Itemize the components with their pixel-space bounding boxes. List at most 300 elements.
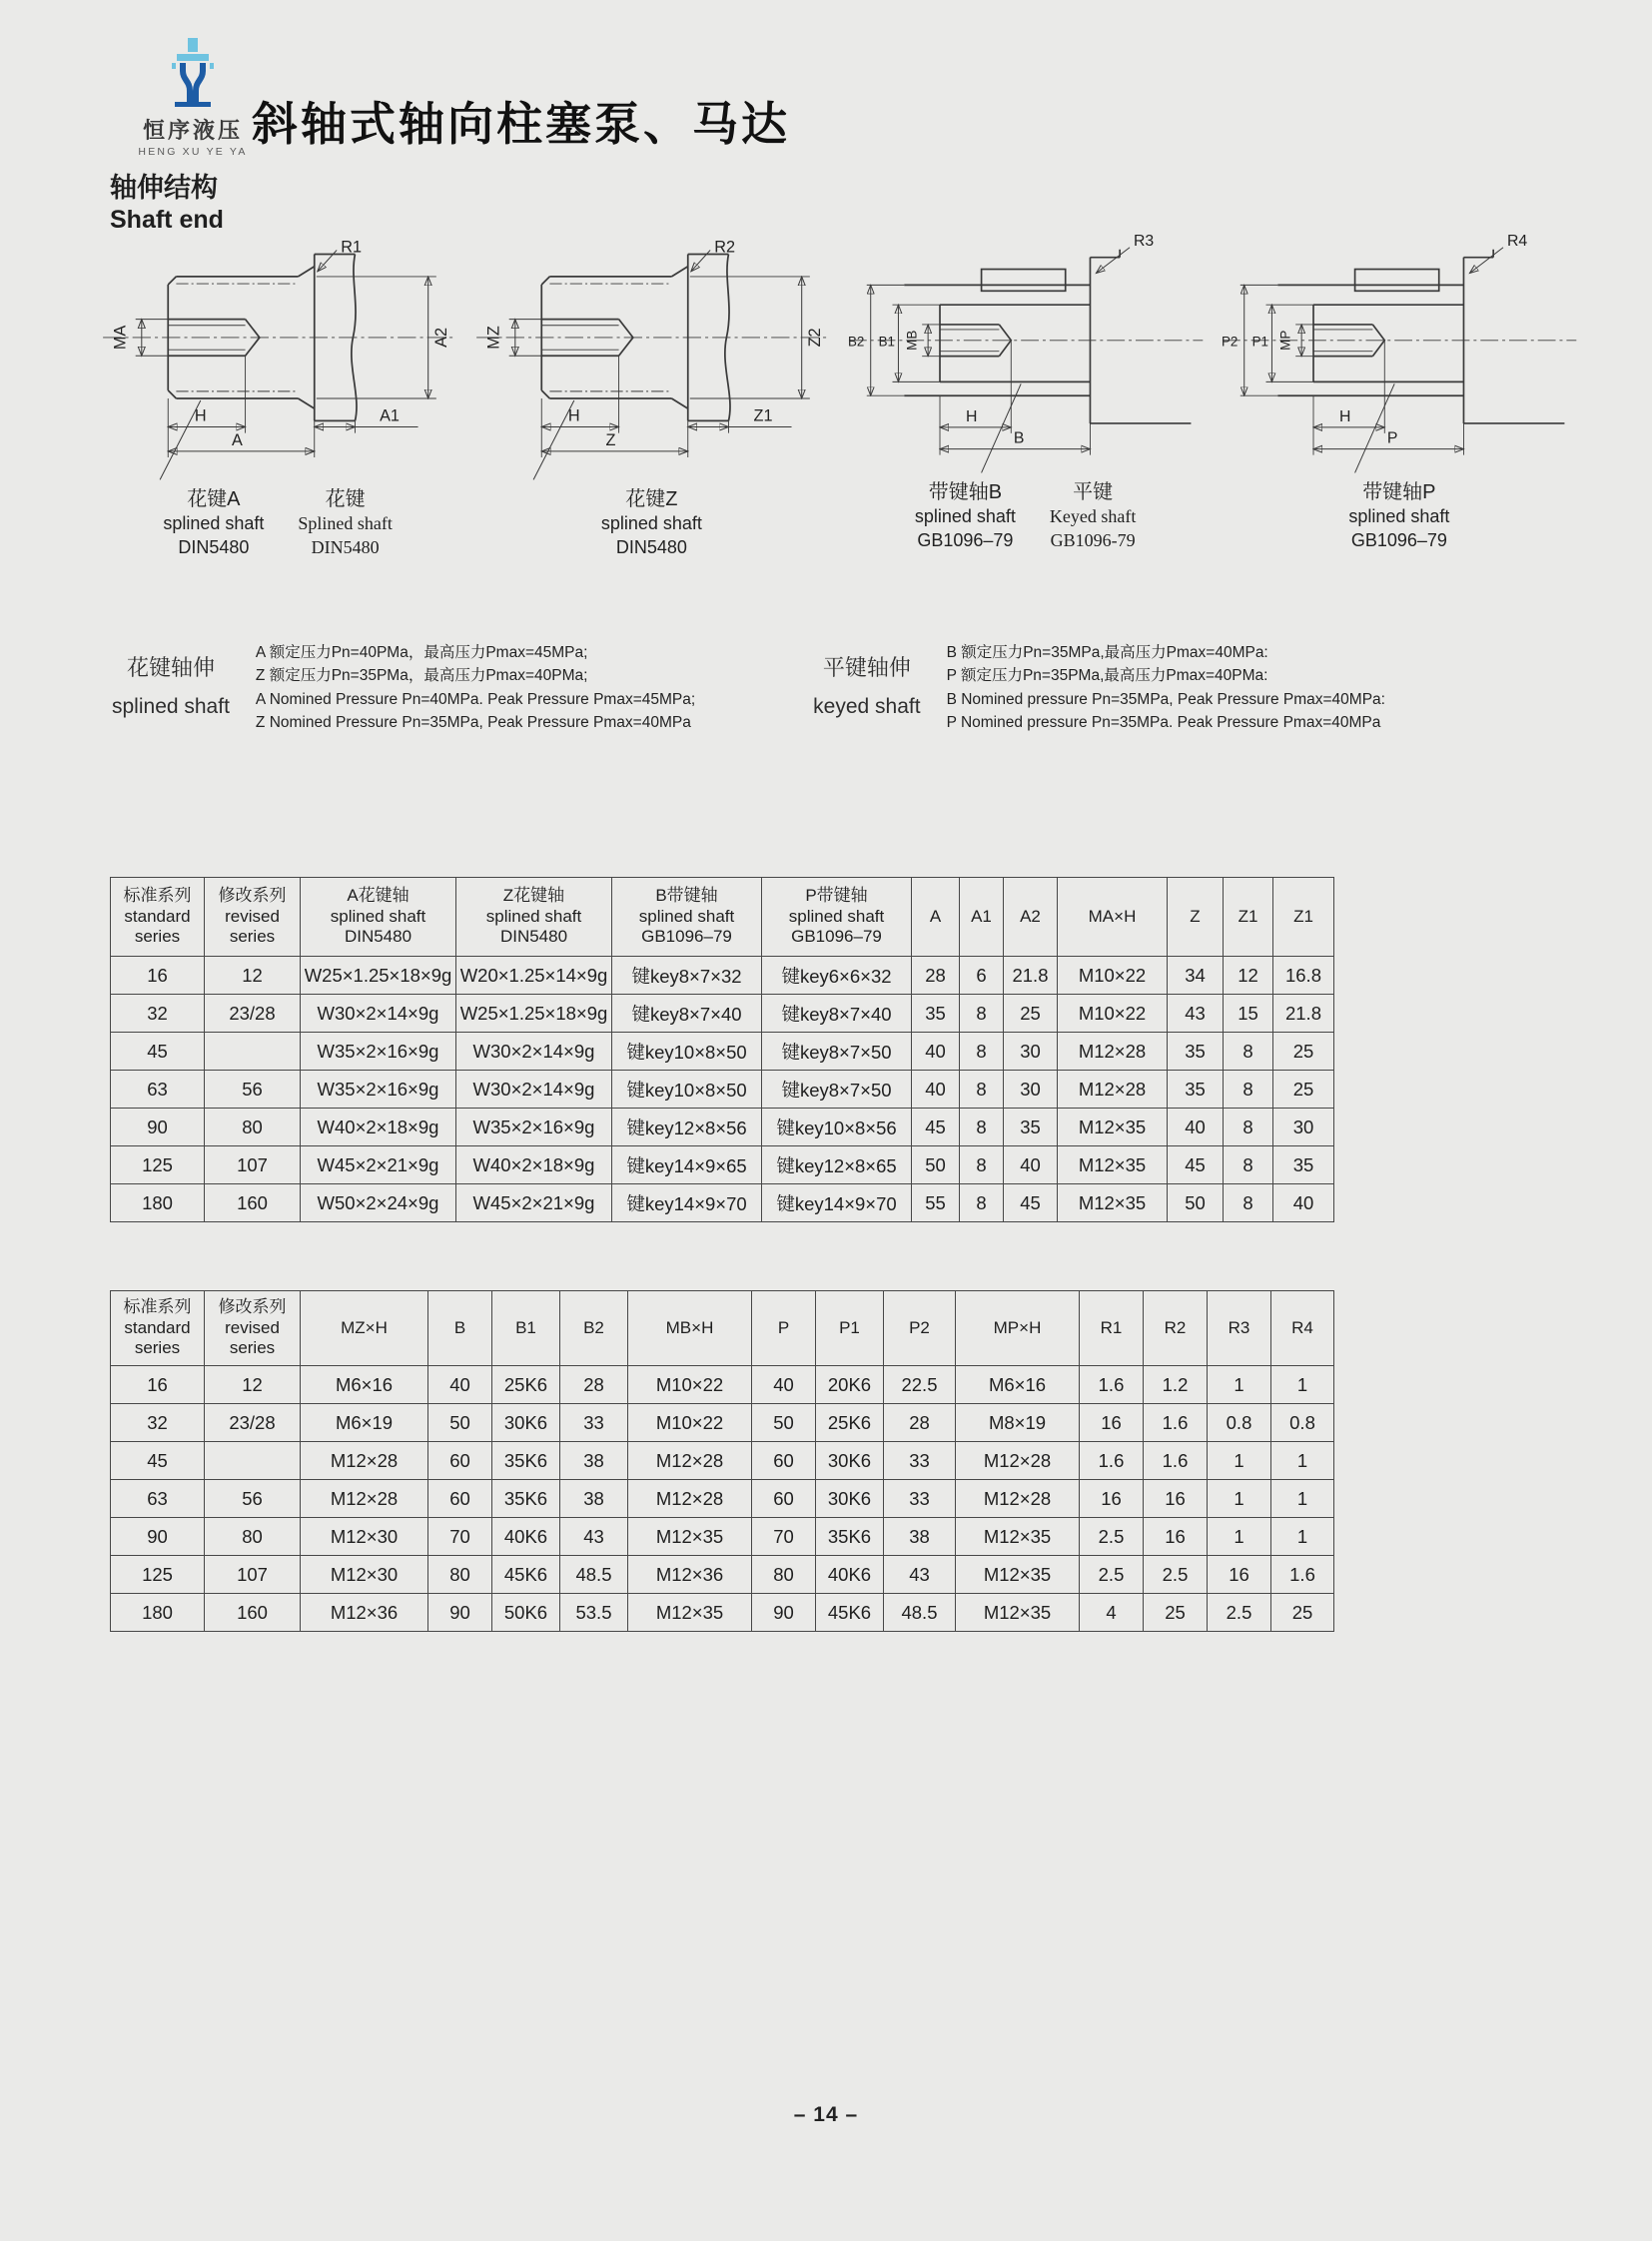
- table-cell: M10×22: [1058, 957, 1168, 995]
- table-cell: 键key14×9×70: [762, 1184, 912, 1222]
- table-cell: W45×2×21×9g: [456, 1184, 612, 1222]
- table-cell: 键key12×8×65: [762, 1146, 912, 1184]
- table-cell: 50: [1168, 1184, 1224, 1222]
- table-cell: 45: [111, 1442, 205, 1480]
- shaft-drawing-p: [1217, 224, 1582, 475]
- table-cell: M8×19: [956, 1404, 1080, 1442]
- table-cell: [205, 1033, 301, 1071]
- table-row: [111, 1109, 1334, 1146]
- table-cell: 35: [912, 995, 960, 1033]
- table-cell: 90: [428, 1594, 492, 1632]
- table-row: [111, 1146, 1334, 1184]
- table-cell: 25: [1273, 1033, 1334, 1071]
- table-cell: M12×35: [1058, 1146, 1168, 1184]
- table-cell: 125: [111, 1146, 205, 1184]
- shaft-diagrams: [95, 224, 1582, 559]
- table-cell: M12×28: [301, 1480, 428, 1518]
- column-header: P: [752, 1291, 816, 1366]
- table-cell: 180: [111, 1184, 205, 1222]
- table-cell: 1.6: [1080, 1442, 1144, 1480]
- table-cell: 60: [428, 1442, 492, 1480]
- table-cell: W40×2×18×9g: [456, 1146, 612, 1184]
- dim-label-p: P: [1386, 429, 1398, 447]
- table-cell: M6×16: [301, 1366, 428, 1404]
- table-cell: M10×22: [628, 1366, 752, 1404]
- dim-label-b2: B2: [847, 334, 864, 350]
- column-header: MB×H: [628, 1291, 752, 1366]
- table-cell: 16: [1144, 1480, 1208, 1518]
- shaft-diagram-keyed-p: [1217, 224, 1582, 559]
- table-cell: 30K6: [492, 1404, 560, 1442]
- table-cell: 1: [1208, 1366, 1271, 1404]
- table-cell: 8: [1224, 1109, 1273, 1146]
- table-cell: M12×35: [956, 1594, 1080, 1632]
- table-cell: 1: [1208, 1518, 1271, 1556]
- table-cell: M12×35: [956, 1518, 1080, 1556]
- dimension-table-2: [110, 1290, 1334, 1632]
- table-cell: 40: [428, 1366, 492, 1404]
- note-line: P Nomined pressure Pn=35MPa. Peak Pressure Pmax=40MPa: [946, 713, 1381, 731]
- section-heading-cn: 轴伸结构: [110, 173, 218, 203]
- table-cell: 25: [1004, 995, 1058, 1033]
- table-cell: 33: [560, 1404, 628, 1442]
- column-header: B2: [560, 1291, 628, 1366]
- table-row: [111, 1480, 1334, 1518]
- table-cell: 1: [1208, 1480, 1271, 1518]
- page-title: 斜轴式轴向柱塞泵、马达: [252, 98, 790, 150]
- table-cell: 90: [752, 1594, 816, 1632]
- shaft-drawing-a: [95, 224, 460, 482]
- dimension-table-1: [110, 877, 1334, 1222]
- table-cell: 35: [1168, 1033, 1224, 1071]
- table-cell: W35×2×16×9g: [456, 1109, 612, 1146]
- table-cell: 键key8×7×50: [762, 1071, 912, 1109]
- column-header: MP×H: [956, 1291, 1080, 1366]
- dim-label-h: H: [568, 406, 580, 425]
- table-cell: 45: [1004, 1184, 1058, 1222]
- diagram-caption: 花键Z splined shaft DIN5480: [600, 488, 702, 557]
- table-cell: 30: [1273, 1109, 1334, 1146]
- table-cell: M12×28: [628, 1442, 752, 1480]
- table-cell: 25: [1144, 1594, 1208, 1632]
- note-line: B 额定压力Pn=35MPa,最高压力Pmax=40MPa:: [946, 644, 1268, 661]
- table-cell: 50: [428, 1404, 492, 1442]
- table-cell: W30×2×14×9g: [301, 995, 456, 1033]
- table-cell: 35: [1004, 1109, 1058, 1146]
- table-cell: 40K6: [492, 1518, 560, 1556]
- table-cell: 1.6: [1144, 1442, 1208, 1480]
- logo-text-en: HENG XU YE YA: [138, 146, 248, 158]
- note-line: Z Nomined Pressure Pn=35MPa, Peak Pressure Pmax=40MPa: [255, 713, 691, 731]
- table-cell: M12×28: [1058, 1071, 1168, 1109]
- table-row: [111, 1442, 1334, 1480]
- table-cell: 1: [1271, 1480, 1334, 1518]
- table-cell: 70: [752, 1518, 816, 1556]
- table-cell: M12×28: [628, 1480, 752, 1518]
- table-cell: M12×36: [628, 1556, 752, 1594]
- table-cell: 8: [960, 995, 1004, 1033]
- dim-label-mp: MP: [1277, 330, 1293, 351]
- dim-label-z: Z: [605, 430, 616, 449]
- shaft-drawing-b: [843, 224, 1209, 475]
- table-cell: 35: [1273, 1146, 1334, 1184]
- dim-label-p2: P2: [1221, 334, 1239, 350]
- table-cell: 56: [205, 1480, 301, 1518]
- table-cell: 1.6: [1144, 1404, 1208, 1442]
- diagram-caption: 带键轴P splined shaft GB1096–79: [1348, 481, 1450, 550]
- table-cell: 30: [1004, 1071, 1058, 1109]
- table-cell: 38: [560, 1442, 628, 1480]
- note-keyed: [813, 641, 1385, 734]
- column-header: MZ×H: [301, 1291, 428, 1366]
- table-cell: W40×2×18×9g: [301, 1109, 456, 1146]
- table-cell: 2.5: [1080, 1518, 1144, 1556]
- table-cell: 50: [912, 1146, 960, 1184]
- table-cell: 56: [205, 1071, 301, 1109]
- note-line: B Nomined pressure Pn=35MPa, Peak Pressure Pmax=40MPa:: [946, 690, 1385, 708]
- table-cell: 80: [752, 1556, 816, 1594]
- table-cell: 1.2: [1144, 1366, 1208, 1404]
- table-cell: 45K6: [492, 1556, 560, 1594]
- table-cell: 45: [912, 1109, 960, 1146]
- table-cell: M12×35: [628, 1518, 752, 1556]
- table-cell: M6×16: [956, 1366, 1080, 1404]
- table-cell: 63: [111, 1480, 205, 1518]
- table-cell: W35×2×16×9g: [301, 1033, 456, 1071]
- table-cell: 34: [1168, 957, 1224, 995]
- dim-label-h: H: [1338, 407, 1351, 425]
- dim-label-r1: R1: [341, 238, 362, 257]
- table-cell: 60: [752, 1480, 816, 1518]
- table-cell: W20×1.25×14×9g: [456, 957, 612, 995]
- table-cell: 32: [111, 995, 205, 1033]
- table-cell: 40: [912, 1071, 960, 1109]
- column-header: R3: [1208, 1291, 1271, 1366]
- table-cell: 16: [1080, 1404, 1144, 1442]
- table-cell: M12×28: [956, 1480, 1080, 1518]
- table-row: [111, 1556, 1334, 1594]
- dim-label-a2: A2: [432, 327, 451, 348]
- table-cell: M12×35: [1058, 1109, 1168, 1146]
- table-cell: 25K6: [492, 1366, 560, 1404]
- column-header: A1: [960, 878, 1004, 957]
- column-header: P1: [816, 1291, 884, 1366]
- table-row: [111, 1071, 1334, 1109]
- table-cell: 107: [205, 1146, 301, 1184]
- table-cell: 28: [884, 1404, 956, 1442]
- dim-label-h: H: [194, 406, 207, 425]
- company-logo: [128, 38, 258, 158]
- column-header: Z: [1168, 878, 1224, 957]
- column-header: MA×H: [1058, 878, 1168, 957]
- table-cell: 键key6×6×32: [762, 957, 912, 995]
- table-cell: M10×22: [1058, 995, 1168, 1033]
- section-heading-en: Shaft end: [110, 206, 224, 234]
- table-cell: 32: [111, 1404, 205, 1442]
- table-cell: 1.6: [1271, 1556, 1334, 1594]
- table-cell: 40: [912, 1033, 960, 1071]
- table-cell: 125: [111, 1556, 205, 1594]
- table-cell: 12: [1224, 957, 1273, 995]
- table-cell: 40: [1168, 1109, 1224, 1146]
- table-cell: 2.5: [1144, 1556, 1208, 1594]
- table-cell: 40: [1004, 1146, 1058, 1184]
- table-cell: W50×2×24×9g: [301, 1184, 456, 1222]
- table-cell: 35: [1168, 1071, 1224, 1109]
- table-cell: W30×2×14×9g: [456, 1033, 612, 1071]
- note-title-cn: 平键轴伸: [822, 654, 911, 680]
- table-cell: 23/28: [205, 1404, 301, 1442]
- table-cell: 38: [560, 1480, 628, 1518]
- table-cell: 180: [111, 1594, 205, 1632]
- shaft-diagram-keyed-b: [843, 224, 1209, 559]
- column-header: A: [912, 878, 960, 957]
- table-cell: 16: [111, 957, 205, 995]
- table-cell: 键key8×7×32: [612, 957, 762, 995]
- table-cell: M12×28: [301, 1442, 428, 1480]
- dim-label-p1: P1: [1251, 334, 1268, 350]
- note-title-en: splined shaft: [112, 695, 230, 719]
- dim-label-r3: R3: [1133, 232, 1154, 250]
- table-cell: 0.8: [1208, 1404, 1271, 1442]
- table-cell: 33: [884, 1442, 956, 1480]
- dim-label-mz: MZ: [484, 326, 503, 350]
- table-row: [111, 1518, 1334, 1556]
- table-row: [111, 1366, 1334, 1404]
- column-header: B1: [492, 1291, 560, 1366]
- table-cell: [205, 1442, 301, 1480]
- table-cell: 45K6: [816, 1594, 884, 1632]
- table-cell: 8: [1224, 1146, 1273, 1184]
- column-header: P带键轴 splined shaft GB1096–79: [762, 878, 912, 957]
- table-cell: 16.8: [1273, 957, 1334, 995]
- note-line: A 额定压力Pn=40PMa，最高压力Pmax=45MPa;: [255, 644, 588, 661]
- table-cell: 50K6: [492, 1594, 560, 1632]
- table-cell: 30: [1004, 1033, 1058, 1071]
- table-row: [111, 957, 1334, 995]
- table-cell: 8: [960, 1033, 1004, 1071]
- table-cell: 12: [205, 1366, 301, 1404]
- table-cell: 键key8×7×50: [762, 1033, 912, 1071]
- table-cell: 30K6: [816, 1480, 884, 1518]
- note-title-en: keyed shaft: [813, 695, 921, 719]
- shaft-drawing-z: [468, 224, 834, 482]
- table-cell: 12: [205, 957, 301, 995]
- table-cell: 键key14×9×70: [612, 1184, 762, 1222]
- table-cell: 25: [1273, 1071, 1334, 1109]
- table-cell: 16: [111, 1366, 205, 1404]
- dim-label-a: A: [232, 430, 243, 449]
- column-header: 标准系列 standard series: [111, 1291, 205, 1366]
- table-cell: M12×35: [956, 1556, 1080, 1594]
- table-cell: W25×1.25×18×9g: [456, 995, 612, 1033]
- table-cell: M12×35: [1058, 1184, 1168, 1222]
- table-cell: 20K6: [816, 1366, 884, 1404]
- table-cell: 35K6: [492, 1480, 560, 1518]
- column-header: 标准系列 standard series: [111, 878, 205, 957]
- table-row: [111, 995, 1334, 1033]
- table-cell: 38: [884, 1518, 956, 1556]
- column-header: B: [428, 1291, 492, 1366]
- column-header: R2: [1144, 1291, 1208, 1366]
- table-cell: 45: [111, 1033, 205, 1071]
- shaft-diagram-splined-a: [95, 224, 460, 559]
- note-lines: [947, 641, 1385, 734]
- table-cell: 键key8×7×40: [612, 995, 762, 1033]
- table-cell: 8: [960, 1184, 1004, 1222]
- table-cell: 1: [1271, 1366, 1334, 1404]
- table-row: [111, 1594, 1334, 1632]
- table-cell: 键key10×8×50: [612, 1033, 762, 1071]
- table-cell: 1: [1271, 1518, 1334, 1556]
- table-cell: 55: [912, 1184, 960, 1222]
- logo-text-cn: 恒序液压: [142, 118, 243, 143]
- table-cell: 48.5: [560, 1556, 628, 1594]
- table-cell: M12×30: [301, 1518, 428, 1556]
- table-cell: 63: [111, 1071, 205, 1109]
- table-cell: 21.8: [1273, 995, 1334, 1033]
- note-line: Z 额定压力Pn=35PMa，最高压力Pmax=40PMa;: [255, 667, 588, 685]
- table-cell: 90: [111, 1518, 205, 1556]
- table-cell: 70: [428, 1518, 492, 1556]
- note-splined: [112, 641, 695, 734]
- table-cell: 1.6: [1080, 1366, 1144, 1404]
- pressure-notes: [112, 641, 1592, 734]
- table-cell: 键key14×9×65: [612, 1146, 762, 1184]
- table-cell: 2.5: [1080, 1556, 1144, 1594]
- dim-label-ma: MA: [111, 325, 130, 351]
- table-cell: W25×1.25×18×9g: [301, 957, 456, 995]
- logo-icon: [161, 38, 225, 112]
- table-cell: M12×35: [628, 1594, 752, 1632]
- table-cell: 40: [752, 1366, 816, 1404]
- table-row: [111, 1184, 1334, 1222]
- table-row: [111, 1033, 1334, 1071]
- dim-label-z1: Z1: [753, 406, 773, 425]
- table-cell: 30K6: [816, 1442, 884, 1480]
- dim-label-b: B: [1013, 429, 1024, 447]
- diagram-caption: 花键 Splined shaft DIN5480: [298, 488, 393, 557]
- column-header: Z花键轴 splined shaft DIN5480: [456, 878, 612, 957]
- dim-label-r4: R4: [1506, 232, 1528, 250]
- table-cell: 35K6: [816, 1518, 884, 1556]
- column-header: A花键轴 splined shaft DIN5480: [301, 878, 456, 957]
- table-cell: 90: [111, 1109, 205, 1146]
- dim-label-r2: R2: [714, 238, 736, 257]
- table-cell: 22.5: [884, 1366, 956, 1404]
- column-header: A2: [1004, 878, 1058, 957]
- table-cell: M6×19: [301, 1404, 428, 1442]
- shaft-diagram-splined-z: [468, 224, 834, 559]
- table-cell: 23/28: [205, 995, 301, 1033]
- table-cell: M12×28: [956, 1442, 1080, 1480]
- table-cell: 16: [1208, 1556, 1271, 1594]
- diagram-caption: 花键A splined shaft DIN5480: [163, 488, 265, 557]
- page-number: – 14 –: [793, 2103, 859, 2126]
- table-cell: 107: [205, 1556, 301, 1594]
- table-cell: 键key12×8×56: [612, 1109, 762, 1146]
- table-cell: M12×36: [301, 1594, 428, 1632]
- table-cell: M12×30: [301, 1556, 428, 1594]
- table-cell: 15: [1224, 995, 1273, 1033]
- table-cell: 50: [752, 1404, 816, 1442]
- column-header: R1: [1080, 1291, 1144, 1366]
- column-header: R4: [1271, 1291, 1334, 1366]
- table-cell: 48.5: [884, 1594, 956, 1632]
- dim-label-z2: Z2: [806, 328, 825, 348]
- table-cell: 8: [960, 1109, 1004, 1146]
- table-cell: M12×28: [1058, 1033, 1168, 1071]
- table-cell: 80: [205, 1109, 301, 1146]
- note-line: P 额定压力Pn=35PMa,最高压力Pmax=40PMa:: [946, 667, 1268, 685]
- table-cell: M10×22: [628, 1404, 752, 1442]
- column-header: 修改系列 revised series: [205, 1291, 301, 1366]
- note-lines: [256, 641, 695, 734]
- table-cell: 21.8: [1004, 957, 1058, 995]
- table-cell: 28: [912, 957, 960, 995]
- table-row: [111, 1404, 1334, 1442]
- table-cell: W35×2×16×9g: [301, 1071, 456, 1109]
- table-cell: 8: [960, 1071, 1004, 1109]
- table-cell: W30×2×14×9g: [456, 1071, 612, 1109]
- table-cell: 0.8: [1271, 1404, 1334, 1442]
- table-cell: 160: [205, 1184, 301, 1222]
- table-cell: 8: [1224, 1071, 1273, 1109]
- table-cell: 1: [1271, 1442, 1334, 1480]
- table-cell: 8: [960, 1146, 1004, 1184]
- table-cell: 键key8×7×40: [762, 995, 912, 1033]
- table-cell: 16: [1080, 1480, 1144, 1518]
- table-cell: 33: [884, 1480, 956, 1518]
- table-cell: 45: [1168, 1146, 1224, 1184]
- dim-label-b1: B1: [878, 334, 895, 350]
- dim-label-h: H: [965, 407, 977, 425]
- table-cell: 60: [752, 1442, 816, 1480]
- dim-label-mb: MB: [903, 330, 919, 351]
- column-header: Z1: [1224, 878, 1273, 957]
- dim-label-a1: A1: [380, 406, 400, 425]
- table-cell: W45×2×21×9g: [301, 1146, 456, 1184]
- table-cell: 80: [205, 1518, 301, 1556]
- table-cell: 6: [960, 957, 1004, 995]
- table-cell: 60: [428, 1480, 492, 1518]
- table-cell: 28: [560, 1366, 628, 1404]
- table-cell: 80: [428, 1556, 492, 1594]
- table-cell: 40K6: [816, 1556, 884, 1594]
- table-cell: 2.5: [1208, 1594, 1271, 1632]
- table-cell: 8: [1224, 1184, 1273, 1222]
- table-cell: 35K6: [492, 1442, 560, 1480]
- column-header: Z1: [1273, 878, 1334, 957]
- note-title-cn: 花键轴伸: [126, 654, 215, 680]
- table-cell: 43: [1168, 995, 1224, 1033]
- table-cell: 40: [1273, 1184, 1334, 1222]
- column-header: P2: [884, 1291, 956, 1366]
- diagram-caption: 带键轴B splined shaft GB1096–79: [914, 481, 1016, 550]
- table-cell: 键key10×8×50: [612, 1071, 762, 1109]
- note-line: A Nomined Pressure Pn=40MPa. Peak Pressure Pmax=45MPa;: [255, 690, 696, 708]
- table-cell: 键key10×8×56: [762, 1109, 912, 1146]
- table-cell: 1: [1208, 1442, 1271, 1480]
- table-cell: 8: [1224, 1033, 1273, 1071]
- column-header: 修改系列 revised series: [205, 878, 301, 957]
- table-cell: 53.5: [560, 1594, 628, 1632]
- table-cell: 43: [884, 1556, 956, 1594]
- table-cell: 25: [1271, 1594, 1334, 1632]
- table-cell: 16: [1144, 1518, 1208, 1556]
- table-cell: 160: [205, 1594, 301, 1632]
- table-cell: 25K6: [816, 1404, 884, 1442]
